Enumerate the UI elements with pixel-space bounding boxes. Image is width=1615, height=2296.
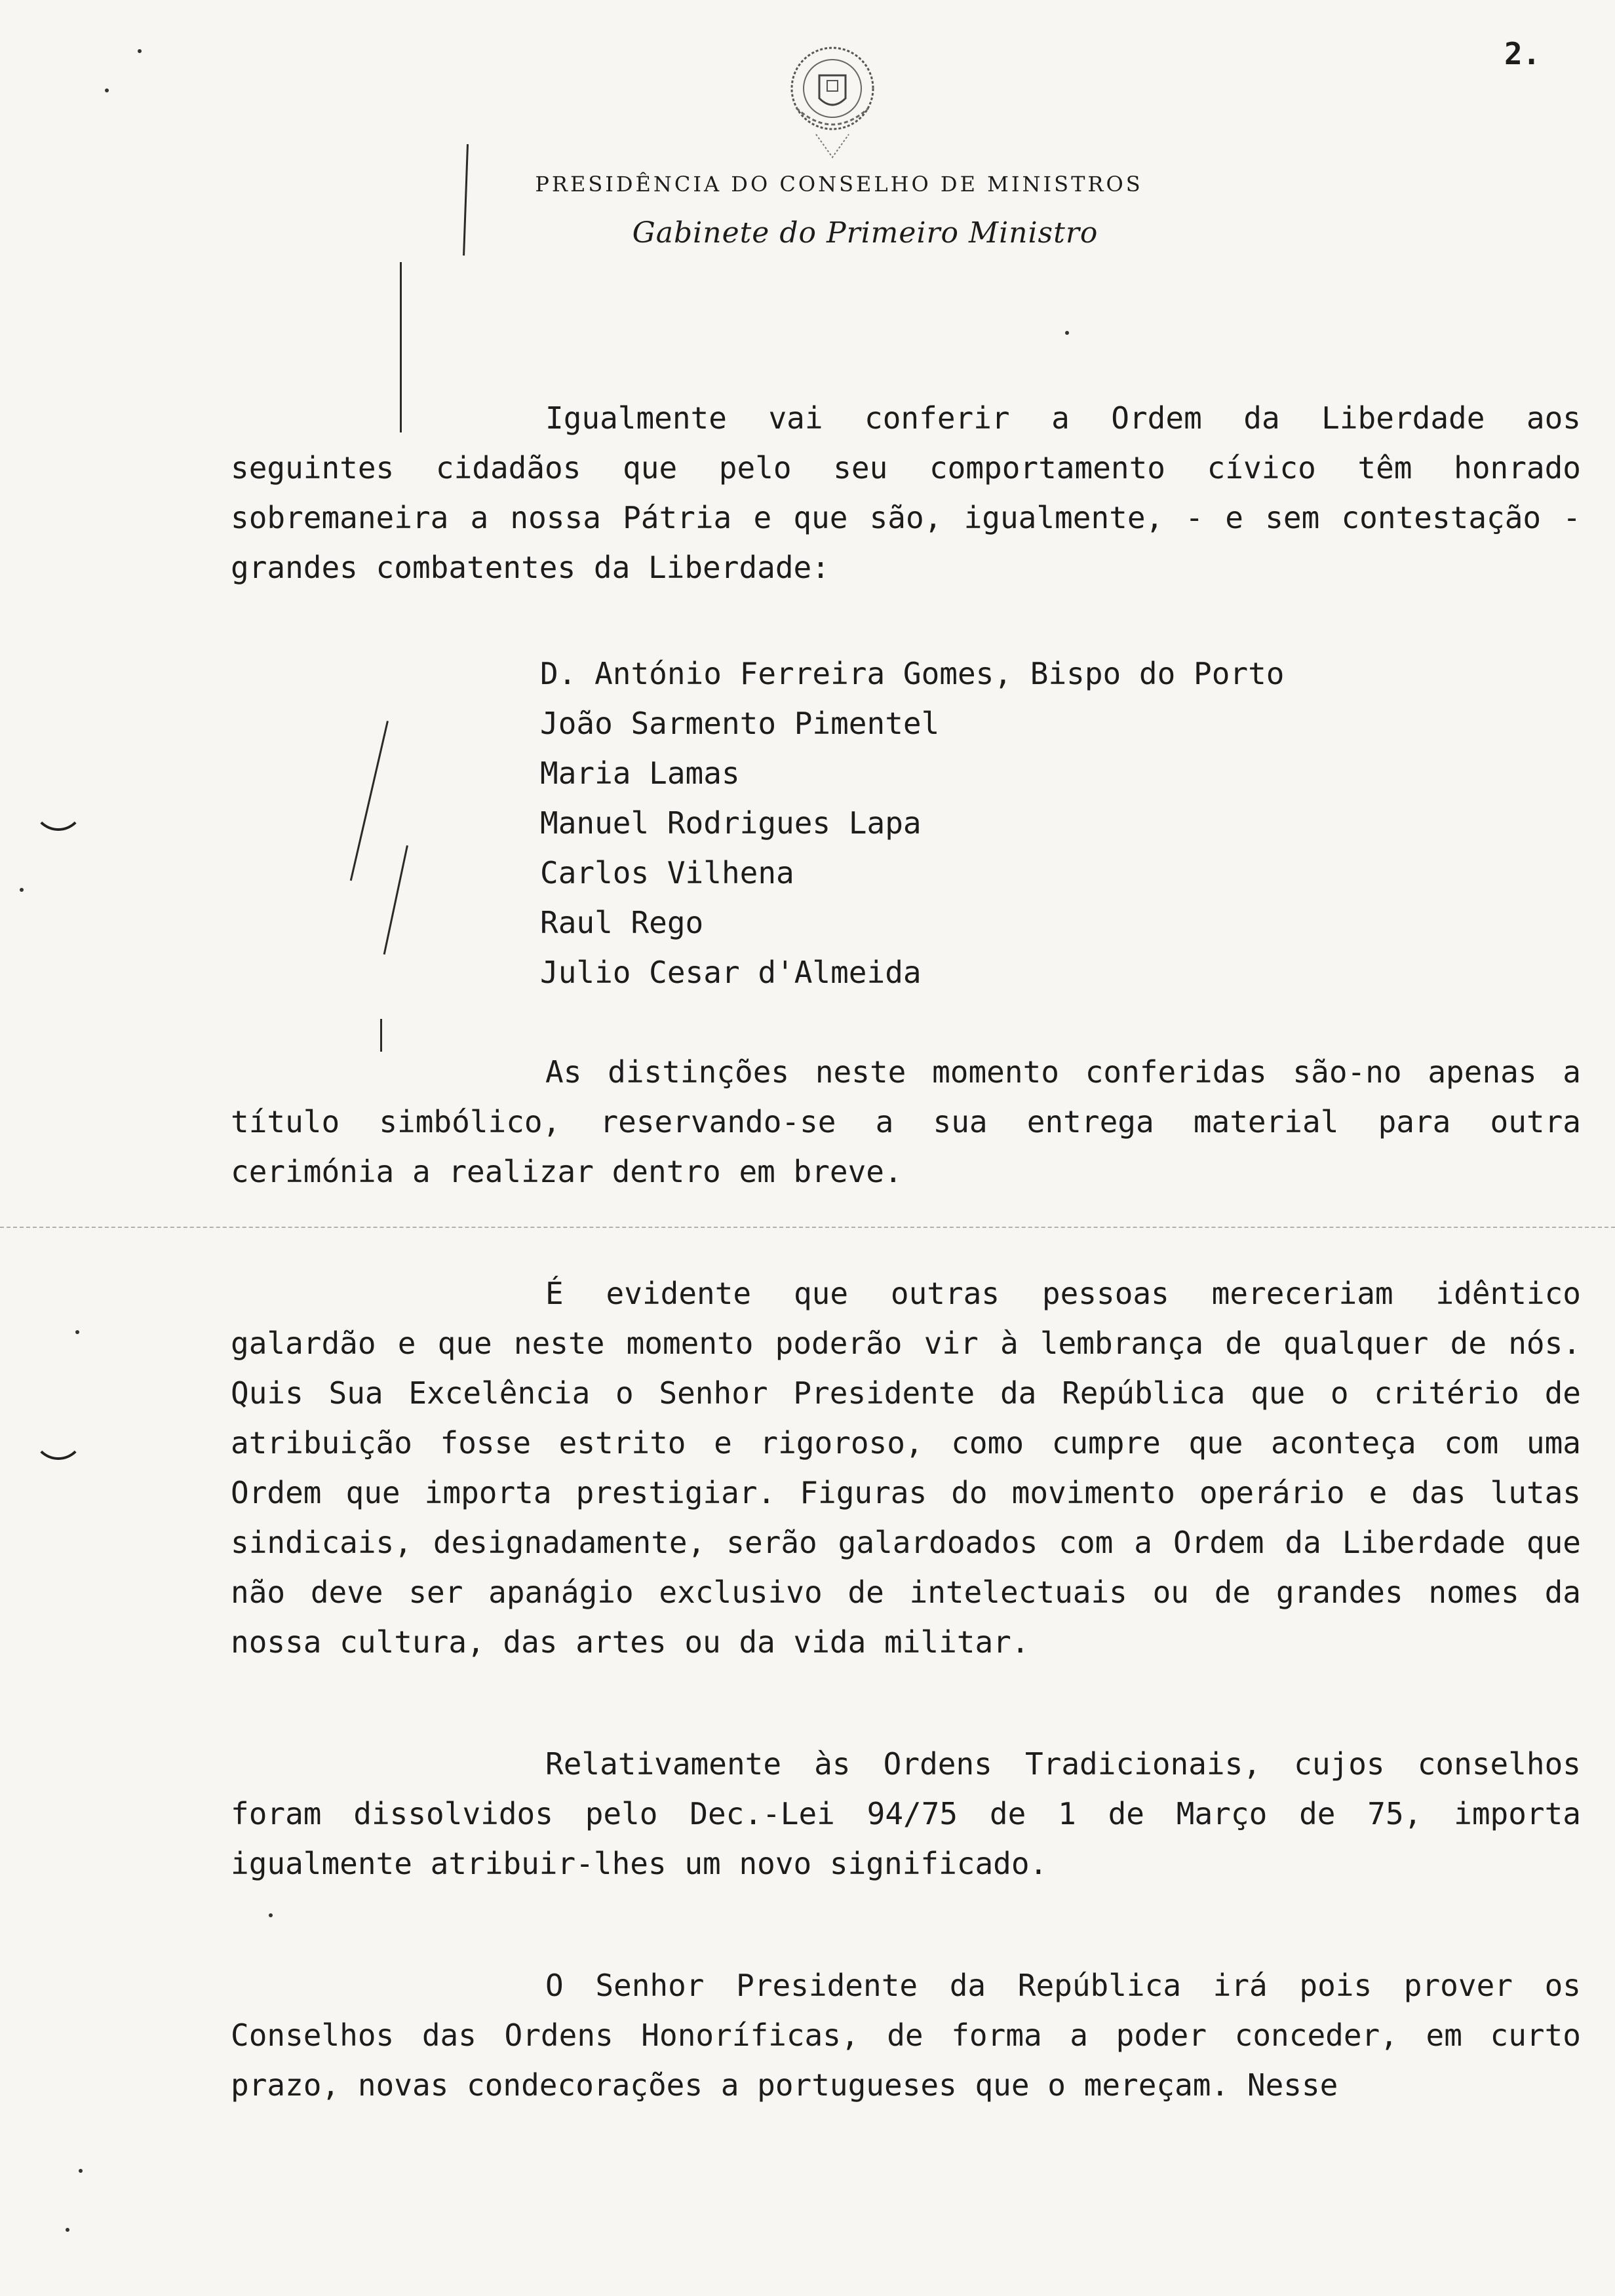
honoree-list	[540, 649, 1581, 997]
scan-speck	[79, 2169, 83, 2173]
scan-speck	[105, 88, 109, 92]
fold-line	[0, 1227, 1615, 1228]
scan-speck	[138, 49, 142, 53]
honoree-name: Carlos Vilhena	[540, 855, 794, 890]
paragraph-honorific-councils: O Senhor Presidente da República irá pois prover os Conselhos das Ordens Honoríficas, de forma a poder conceder, em curto prazo, novas condecorações a portugueses que o mereçam. Nesse	[231, 1968, 1581, 2103]
punch-hole-mark	[33, 780, 84, 831]
letter-body	[231, 393, 1581, 2110]
office-name: Gabinete do Primeiro Ministro	[632, 216, 1099, 250]
institution-name: PRESIDÊNCIA DO CONSELHO DE MINISTROS	[535, 172, 1143, 197]
paragraph-symbolic-distinctions: As distinções neste momento conferidas são-no apenas a título simbólico, reservando-se a sua entrega material para outra cerimónia a realizar dentro em breve.	[231, 1054, 1581, 1189]
scan-speck	[20, 888, 24, 892]
paragraph-order-of-liberty: Igualmente vai conferir a Ordem da Liberdade aos seguintes cidadãos que pelo seu comportamento cívico têm honrado sobremaneira a nossa Pátria e que são, igualmente, - e sem contestação - grandes combatentes da Liberdade:	[231, 400, 1581, 585]
margin-mark	[380, 1019, 382, 1052]
honoree-name: Julio Cesar d'Almeida	[540, 955, 922, 990]
coat-of-arms-seal	[770, 36, 895, 167]
scan-speck	[269, 1913, 273, 1917]
scan-speck	[66, 2228, 69, 2232]
paragraph-other-recipients: É evidente que outras pessoas mereceriam idêntico galardão e que neste momento poderão vir à lembrança de qualquer de nós. Quis Sua Excelência o Senhor Presidente da República que o critério de atribuição fosse estrito e rigoroso, como cumpre que aconteça com uma Ordem que importa prestigiar. Figuras do movimento operário e das lutas sindicais, designadamente, serão galardoados com a Ordem da Liberdade que não deve ser apanágio exclusivo de intelectuais ou de grandes nomes da nossa cultura, das artes ou da vida militar.	[231, 1276, 1581, 1660]
honoree-name: Raul Rego	[540, 905, 704, 940]
margin-mark	[400, 262, 402, 432]
honoree-name: João Sarmento Pimentel	[540, 706, 940, 741]
page-number: 2.	[1504, 36, 1541, 71]
honoree-name: D. António Ferreira Gomes, Bispo do Porto	[540, 656, 1285, 691]
honoree-name: Manuel Rodrigues Lapa	[540, 805, 922, 841]
scan-speck	[75, 1330, 79, 1334]
letterhead	[446, 172, 1232, 250]
punch-hole-mark	[33, 1409, 84, 1460]
paragraph-traditional-orders: Relativamente às Ordens Tradicionais, cujos conselhos foram dissolvidos pelo Dec.-Lei 94/75 de 1 de Março de 75, importa igualmente atribuir-lhes um novo significado.	[231, 1746, 1581, 1881]
scan-speck	[1065, 331, 1069, 335]
honoree-name: Maria Lamas	[540, 756, 740, 791]
